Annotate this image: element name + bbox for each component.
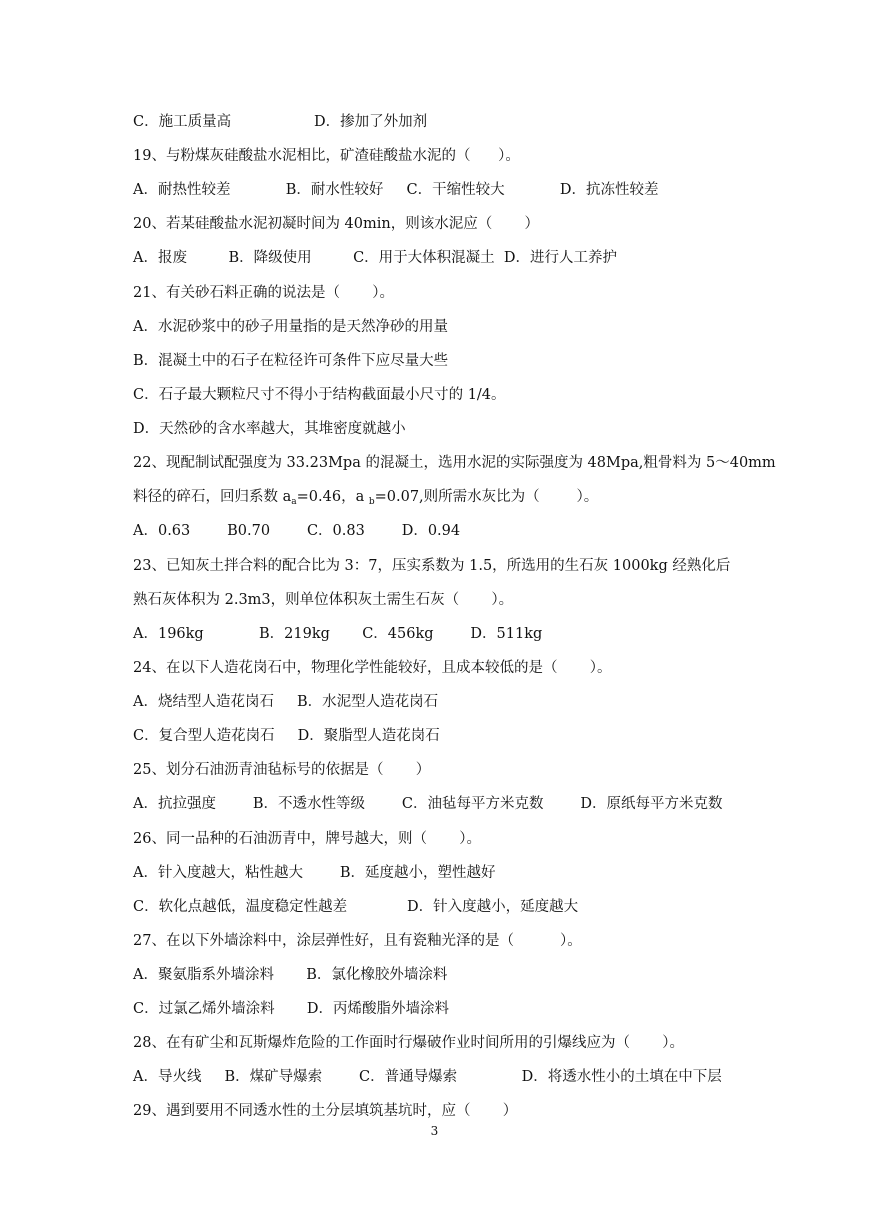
q27-options-ab: A．聚氨脂系外墙涂料 B．氯化橡胶外墙涂料	[133, 967, 448, 983]
q22-subscript-a: a	[291, 497, 297, 507]
question-29: 29、遇到要用不同透水性的土分层填筑基坑时，应（ ）	[133, 1103, 518, 1119]
q22-text-mid: =0.46，a	[296, 489, 369, 505]
q21-option-a: A．水泥砂浆中的砂子用量指的是天然净砂的用量	[133, 319, 448, 335]
q25-options: A．抗拉强度 B．不透水性等级 C．油毡每平方米克数 D．原纸每平方米克数	[133, 796, 723, 812]
question-22-line-2	[133, 487, 598, 512]
line-c-option: C．施工质量高 D．掺加了外加剂	[133, 114, 428, 130]
question-26: 26、同一品种的石油沥青中，牌号越大，则（ ）。	[133, 831, 481, 847]
q24-options-cd: C．复合型人造花岗石 D．聚脂型人造花岗石	[133, 728, 440, 744]
question-19: 19、与粉煤灰硅酸盐水泥相比，矿渣硅酸盐水泥的（ ）。	[133, 148, 520, 164]
q27-options-cd: C．过氯乙烯外墙涂料 D．丙烯酸脂外墙涂料	[133, 1001, 449, 1017]
q19-options: A．耐热性较差 B．耐水性较好 C．干缩性较大 D．抗冻性较差	[133, 182, 659, 198]
q21-option-d: D．天然砂的含水率越大，其堆密度就越小	[133, 421, 406, 437]
q22-options: A．0.63 B0.70 C．0.83 D．0.94	[133, 523, 461, 539]
q23-options: A．196kg B．219kg C．456kg D．511kg	[133, 626, 543, 642]
question-23: 23、已知灰土拌合料的配合比为 3：7，压实系数为 1.5，所选用的生石灰 1000kg 经熟化后	[133, 558, 731, 574]
q26-options-ab: A．针入度越大，粘性越大 B．延度越小，塑性越好	[133, 865, 496, 881]
question-24: 24、在以下人造花岗石中，物理化学性能较好，且成本较低的是（ ）。	[133, 660, 612, 676]
question-20: 20、若某硅酸盐水泥初凝时间为 40min，则该水泥应（ ）	[133, 216, 539, 232]
question-28: 28、在有矿尘和瓦斯爆炸危险的工作面时行爆破作业时间所用的引爆线应为（ ）。	[133, 1035, 684, 1051]
question-21: 21、有关砂石料正确的说法是（ ）。	[133, 285, 394, 301]
question-22: 22、现配制试配强度为 33.23Mpa 的混凝土，选用水泥的实际强度为 48Mpa,粗骨料为 5～40mm	[133, 455, 776, 471]
q26-options-cd: C．软化点越低，温度稳定性越差 D．针入度越小，延度越大	[133, 899, 579, 915]
q20-options: A．报废 B．降级使用 C．用于大体积混凝土 D．进行人工养护	[133, 250, 618, 266]
q22-text-suffix: =0.07,则所需水灰比为（ ）。	[374, 489, 599, 505]
q28-options: A．导火线 B．煤矿导爆索 C．普通导爆索 D．将透水性小的土填在中下层	[133, 1069, 722, 1085]
q22-text-prefix: 料径的碎石，回归系数 a	[133, 489, 292, 505]
question-27: 27、在以下外墙涂料中，涂层弹性好，且有瓷釉光泽的是（ ）。	[133, 933, 582, 949]
q24-options-ab: A．烧结型人造花岗石 B．水泥型人造花岗石	[133, 694, 439, 710]
question-25: 25、划分石油沥青油毡标号的依据是（ ）	[133, 762, 431, 778]
q22-subscript-b: b	[368, 497, 375, 507]
page-number: 3	[430, 1124, 439, 1138]
q21-option-c: C．石子最大颗粒尺寸不得小于结构截面最小尺寸的 1/4。	[133, 387, 506, 403]
q21-option-b: B．混凝土中的石子在粒径许可条件下应尽量大些	[133, 353, 449, 369]
question-23-line-2: 熟石灰体积为 2.3m3，则单位体积灰土需生石灰（ ）。	[133, 592, 514, 608]
